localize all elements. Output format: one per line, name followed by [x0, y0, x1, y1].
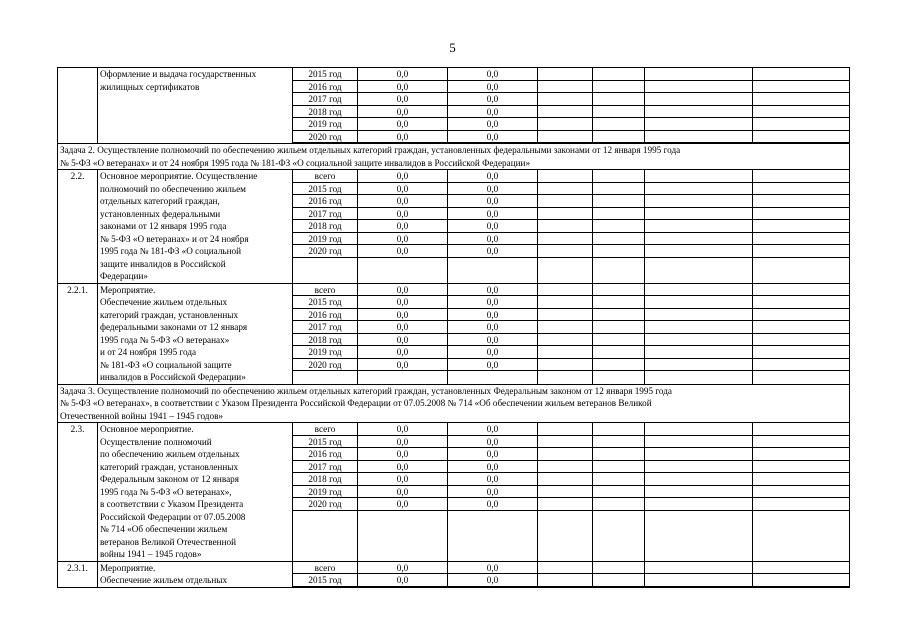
empty-subcell	[753, 461, 849, 474]
value-cell: 0,0	[448, 170, 537, 183]
empty-cell	[645, 68, 753, 144]
value-column	[448, 170, 538, 284]
empty-subcell	[538, 68, 592, 81]
empty-subcell	[645, 81, 752, 94]
value-column	[448, 68, 538, 144]
year-column	[293, 170, 358, 284]
year-label: 2018 год	[293, 106, 357, 119]
year-column	[293, 68, 358, 144]
year-label: всего	[293, 562, 357, 575]
measure-name-line: в соответствии с Указом Президента	[100, 499, 244, 509]
value-cell: 0,0	[448, 93, 537, 106]
empty-subcell	[645, 346, 752, 359]
empty-subcell	[593, 183, 644, 196]
value-column	[358, 561, 448, 587]
empty-cell	[538, 170, 593, 284]
year-label: 2015 год	[293, 436, 357, 449]
task-heading-line: Задача 3. Осуществление полномочий по обеспечению жильем отдельных категорий граждан, установленных Федеральным законом от 12 января 1995 года	[60, 385, 673, 396]
value-cell: 0,0	[358, 93, 447, 106]
empty-subcell	[645, 131, 752, 144]
value-cell: 0,0	[358, 498, 447, 511]
row-number: 2.3.1.	[58, 561, 98, 587]
value-cell: 0,0	[448, 68, 537, 81]
year-label: 2015 год	[293, 68, 357, 81]
empty-subcell	[645, 436, 752, 449]
year-label: 2015 год	[293, 296, 357, 309]
empty-subcell	[538, 574, 592, 587]
value-cell: 0,0	[358, 195, 447, 208]
value-cell: 0,0	[448, 81, 537, 94]
measure-name-line: № 5-ФЗ «О ветеранах» и от 24 ноября	[100, 233, 249, 244]
value-cell: 0,0	[448, 106, 537, 119]
year-label: 2019 год	[293, 233, 357, 246]
empty-subcell	[538, 359, 592, 372]
empty-subcell	[538, 233, 592, 246]
measure-name-line: законами от 12 января 1995 года	[100, 221, 227, 231]
empty-cell	[645, 423, 753, 562]
empty-subcell	[593, 486, 644, 499]
empty-subcell	[753, 208, 849, 221]
empty-subcell	[538, 334, 592, 347]
empty-subcell	[753, 574, 849, 587]
measure-name-line: жилищных сертификатов	[100, 81, 200, 92]
empty-subcell	[645, 284, 752, 297]
value-cell: 0,0	[358, 183, 447, 196]
empty-subcell	[753, 68, 849, 81]
value-cell: 0,0	[358, 436, 447, 449]
empty-subcell	[753, 106, 849, 119]
table-row	[58, 283, 850, 384]
empty-subcell	[593, 309, 644, 322]
task-heading	[58, 384, 850, 423]
empty-subcell	[753, 321, 849, 334]
year-column	[293, 561, 358, 587]
empty-subcell	[538, 423, 592, 436]
empty-subcell	[538, 106, 592, 119]
value-cell: 0,0	[448, 359, 537, 372]
empty-cell	[645, 561, 753, 587]
value-cell: 0,0	[358, 118, 447, 131]
year-label: 2020 год	[293, 359, 357, 372]
year-column	[293, 423, 358, 562]
table-row	[58, 561, 850, 587]
measure-name	[98, 170, 293, 284]
empty-subcell	[753, 346, 849, 359]
empty-subcell	[645, 170, 752, 183]
empty-subcell	[538, 562, 592, 575]
empty-subcell	[538, 183, 592, 196]
value-cell: 0,0	[448, 461, 537, 474]
year-label: 2016 год	[293, 448, 357, 461]
value-cell: 0,0	[448, 574, 537, 587]
measure-name-line: Российской Федерации от 07.05.2008	[100, 511, 246, 522]
empty-cell	[593, 561, 645, 587]
empty-subcell	[593, 68, 644, 81]
value-column	[358, 170, 448, 284]
measure-name-line: 1995 года № 5-ФЗ «О ветеранах»	[100, 334, 230, 345]
measure-name	[98, 283, 293, 384]
year-label: 2020 год	[293, 131, 357, 144]
empty-cell	[538, 68, 593, 144]
measure-name-line: ветеранов Великой Отечественной	[100, 536, 237, 547]
empty-subcell	[645, 93, 752, 106]
year-label: 2019 год	[293, 346, 357, 359]
empty-subcell	[538, 448, 592, 461]
row-number: 2.2.	[58, 170, 98, 284]
empty-cell	[753, 283, 850, 384]
empty-cell	[753, 68, 850, 144]
empty-subcell	[593, 195, 644, 208]
value-cell: 0,0	[358, 245, 447, 258]
value-cell: 0,0	[448, 448, 537, 461]
value-cell: 0,0	[358, 334, 447, 347]
value-cell: 0,0	[448, 436, 537, 449]
empty-subcell	[645, 562, 752, 575]
empty-subcell	[538, 284, 592, 297]
empty-subcell	[538, 436, 592, 449]
measure-name-line: федеральными законами от 12 января	[100, 322, 248, 332]
empty-cell	[538, 561, 593, 587]
value-cell: 0,0	[448, 334, 537, 347]
empty-subcell	[538, 321, 592, 334]
value-cell: 0,0	[448, 233, 537, 246]
year-label: 2020 год	[293, 245, 357, 258]
table-row	[58, 68, 850, 144]
empty-subcell	[538, 81, 592, 94]
empty-subcell	[753, 359, 849, 372]
measure-name-line: Оформление и выдача государственных	[100, 69, 257, 79]
empty-subcell	[645, 106, 752, 119]
empty-subcell	[538, 93, 592, 106]
empty-subcell	[753, 131, 849, 144]
measure-name-line: защите инвалидов в Российской	[100, 258, 226, 269]
value-column	[448, 423, 538, 562]
empty-subcell	[753, 423, 849, 436]
program-table	[57, 67, 850, 588]
year-label: 2020 год	[293, 498, 357, 511]
empty-subcell	[753, 486, 849, 499]
measure-name-line: инвалидов в Российской Федерации»	[100, 372, 246, 382]
task-row	[58, 384, 850, 423]
year-label: 2016 год	[293, 309, 357, 322]
year-label: 2017 год	[293, 208, 357, 221]
table-row	[58, 170, 850, 284]
empty-subcell	[753, 436, 849, 449]
empty-subcell	[645, 220, 752, 233]
empty-subcell	[645, 461, 752, 474]
value-cell: 0,0	[358, 220, 447, 233]
year-label: 2016 год	[293, 195, 357, 208]
value-cell: 0,0	[358, 81, 447, 94]
empty-subcell	[593, 574, 644, 587]
year-label: 2018 год	[293, 334, 357, 347]
measure-name	[98, 68, 293, 144]
measure-name-line: Осуществление полномочий	[100, 436, 212, 447]
empty-subcell	[538, 461, 592, 474]
empty-subcell	[753, 118, 849, 131]
empty-subcell	[753, 81, 849, 94]
empty-subcell	[593, 118, 644, 131]
empty-subcell	[645, 321, 752, 334]
value-column	[448, 561, 538, 587]
empty-subcell	[593, 423, 644, 436]
value-cell: 0,0	[358, 473, 447, 486]
empty-subcell	[753, 195, 849, 208]
empty-subcell	[753, 334, 849, 347]
empty-subcell	[538, 346, 592, 359]
empty-subcell	[538, 296, 592, 309]
measure-name-line: Мероприятие.	[100, 562, 156, 573]
year-label: 2019 год	[293, 118, 357, 131]
empty-subcell	[593, 93, 644, 106]
value-cell: 0,0	[358, 233, 447, 246]
value-cell: 0,0	[358, 574, 447, 587]
value-cell: 0,0	[358, 68, 447, 81]
empty-subcell	[593, 106, 644, 119]
empty-subcell	[753, 170, 849, 183]
empty-subcell	[593, 562, 644, 575]
value-cell: 0,0	[448, 309, 537, 322]
row-number: 2.2.1.	[58, 283, 98, 384]
measure-name-line: Обеспечение жильем отдельных	[100, 575, 228, 585]
empty-subcell	[753, 448, 849, 461]
empty-subcell	[593, 473, 644, 486]
value-column	[448, 283, 538, 384]
empty-subcell	[753, 562, 849, 575]
empty-subcell	[645, 68, 752, 81]
value-cell: 0,0	[448, 195, 537, 208]
task-heading	[58, 144, 850, 170]
empty-cell	[593, 68, 645, 144]
empty-cell	[593, 170, 645, 284]
measure-name-line: отдельных категорий граждан,	[100, 196, 220, 206]
empty-subcell	[593, 448, 644, 461]
empty-subcell	[753, 498, 849, 511]
empty-cell	[753, 423, 850, 562]
value-cell: 0,0	[448, 118, 537, 131]
value-cell: 0,0	[358, 296, 447, 309]
value-cell: 0,0	[448, 473, 537, 486]
value-cell: 0,0	[448, 486, 537, 499]
empty-subcell	[538, 220, 592, 233]
empty-subcell	[753, 309, 849, 322]
measure-name-line: полномочий по обеспечению жильем	[100, 183, 246, 194]
empty-subcell	[753, 233, 849, 246]
value-cell: 0,0	[358, 284, 447, 297]
value-cell: 0,0	[358, 461, 447, 474]
measure-name	[98, 423, 293, 562]
measure-name	[98, 561, 293, 587]
value-cell: 0,0	[358, 486, 447, 499]
empty-subcell	[538, 131, 592, 144]
empty-subcell	[593, 233, 644, 246]
empty-subcell	[593, 359, 644, 372]
year-column	[293, 283, 358, 384]
empty-cell	[593, 423, 645, 562]
year-label: 2019 год	[293, 486, 357, 499]
empty-subcell	[593, 220, 644, 233]
empty-subcell	[538, 473, 592, 486]
value-cell: 0,0	[448, 131, 537, 144]
empty-subcell	[645, 296, 752, 309]
task-heading-line: Задача 2. Осуществление полномочий по обеспечению жильем отдельных категорий граждан, установленных федеральными законами от 12 января 1995 года	[60, 145, 681, 155]
empty-subcell	[593, 170, 644, 183]
measure-name-line: установленных федеральными	[100, 208, 221, 219]
empty-subcell	[645, 208, 752, 221]
value-cell: 0,0	[448, 284, 537, 297]
empty-subcell	[645, 118, 752, 131]
empty-subcell	[645, 359, 752, 372]
value-cell: 0,0	[448, 562, 537, 575]
value-cell: 0,0	[358, 448, 447, 461]
empty-subcell	[593, 461, 644, 474]
value-cell: 0,0	[448, 321, 537, 334]
measure-name-line: 1995 года № 5-ФЗ «О ветеранах»,	[100, 486, 232, 497]
measure-name-line: Федеральным законом от 12 января	[100, 474, 239, 484]
row-number: 2.3.	[58, 423, 98, 562]
empty-subcell	[645, 183, 752, 196]
value-cell: 0,0	[358, 346, 447, 359]
measure-name-line: Обеспечение жильем отдельных	[100, 297, 228, 307]
empty-subcell	[753, 220, 849, 233]
measure-name-line: 1995 года № 181-ФЗ «О социальной	[100, 246, 242, 256]
empty-subcell	[538, 309, 592, 322]
empty-subcell	[645, 423, 752, 436]
empty-subcell	[593, 436, 644, 449]
task-heading-line: № 5-ФЗ «О ветеранах» и от 24 ноября 1995 года № 181-ФЗ «О социальной защите инвалидов в Российской Федерации»	[60, 157, 531, 168]
value-cell: 0,0	[358, 208, 447, 221]
value-cell: 0,0	[448, 296, 537, 309]
row-number	[58, 68, 98, 144]
value-cell: 0,0	[358, 131, 447, 144]
empty-subcell	[645, 498, 752, 511]
value-cell: 0,0	[448, 346, 537, 359]
value-cell: 0,0	[448, 208, 537, 221]
value-cell: 0,0	[448, 423, 537, 436]
empty-subcell	[645, 195, 752, 208]
value-cell: 0,0	[358, 359, 447, 372]
empty-cell	[753, 561, 850, 587]
year-label: всего	[293, 423, 357, 436]
empty-subcell	[753, 245, 849, 258]
empty-subcell	[645, 486, 752, 499]
measure-name-line: Основное мероприятие.	[100, 424, 194, 434]
measure-name-line: № 714 «Об обеспечении жильем	[100, 524, 228, 534]
empty-cell	[645, 283, 753, 384]
task-heading-line: Отечественной войны 1941 – 1945 годов»	[60, 410, 223, 421]
year-label: 2017 год	[293, 93, 357, 106]
year-label: 2015 год	[293, 574, 357, 587]
year-label: всего	[293, 284, 357, 297]
empty-subcell	[593, 245, 644, 258]
table-body	[58, 68, 850, 588]
year-label: 2017 год	[293, 461, 357, 474]
measure-name-line: войны 1941 – 1945 годов»	[100, 549, 202, 559]
empty-subcell	[645, 334, 752, 347]
year-label: 2018 год	[293, 473, 357, 486]
measure-name-line: категорий граждан, установленных	[100, 461, 239, 472]
empty-subcell	[753, 183, 849, 196]
empty-subcell	[753, 296, 849, 309]
empty-subcell	[593, 284, 644, 297]
value-cell: 0,0	[358, 321, 447, 334]
value-cell: 0,0	[358, 170, 447, 183]
empty-subcell	[645, 309, 752, 322]
empty-subcell	[645, 448, 752, 461]
empty-cell	[753, 170, 850, 284]
value-column	[358, 423, 448, 562]
empty-cell	[645, 170, 753, 284]
year-label: всего	[293, 170, 357, 183]
empty-subcell	[593, 208, 644, 221]
empty-subcell	[753, 93, 849, 106]
measure-name-line: Федерации»	[100, 271, 148, 281]
empty-subcell	[593, 296, 644, 309]
measure-name-line: Мероприятие.	[100, 284, 156, 295]
empty-subcell	[593, 346, 644, 359]
empty-cell	[538, 423, 593, 562]
year-label: 2016 год	[293, 81, 357, 94]
value-cell: 0,0	[448, 498, 537, 511]
measure-name-line: и от 24 ноября 1995 года	[100, 347, 197, 357]
empty-subcell	[593, 498, 644, 511]
empty-subcell	[538, 170, 592, 183]
table-row	[58, 423, 850, 562]
value-column	[358, 283, 448, 384]
page-number: 5	[449, 40, 456, 55]
value-cell: 0,0	[448, 245, 537, 258]
measure-name-line: № 181-ФЗ «О социальной защите	[100, 359, 232, 370]
empty-subcell	[593, 334, 644, 347]
year-label: 2015 год	[293, 183, 357, 196]
value-column	[358, 68, 448, 144]
empty-subcell	[645, 473, 752, 486]
empty-subcell	[645, 574, 752, 587]
task-row	[58, 144, 850, 170]
empty-subcell	[753, 284, 849, 297]
value-cell: 0,0	[358, 106, 447, 119]
value-cell: 0,0	[448, 220, 537, 233]
value-cell: 0,0	[358, 423, 447, 436]
year-label: 2018 год	[293, 220, 357, 233]
value-cell: 0,0	[358, 309, 447, 322]
empty-subcell	[538, 498, 592, 511]
empty-subcell	[538, 195, 592, 208]
task-heading-line: № 5-ФЗ «О ветеранах», в соответствии с Указом Президента Российской Федерации от 07.05.2008 № 714 «Об обеспечении жильем ветеранов Великой	[60, 398, 652, 408]
empty-subcell	[593, 321, 644, 334]
value-cell: 0,0	[358, 562, 447, 575]
measure-name-line: Основное мероприятие. Осуществление	[100, 171, 258, 181]
empty-subcell	[645, 233, 752, 246]
empty-cell	[538, 283, 593, 384]
empty-subcell	[593, 81, 644, 94]
empty-subcell	[593, 131, 644, 144]
empty-subcell	[538, 245, 592, 258]
empty-cell	[593, 283, 645, 384]
measure-name-line: по обеспечению жильем отдельных	[100, 449, 240, 459]
empty-subcell	[538, 118, 592, 131]
empty-subcell	[753, 473, 849, 486]
year-label: 2017 год	[293, 321, 357, 334]
empty-subcell	[645, 245, 752, 258]
empty-subcell	[538, 486, 592, 499]
empty-subcell	[538, 208, 592, 221]
value-cell: 0,0	[448, 183, 537, 196]
measure-name-line: категорий граждан, установленных	[100, 309, 239, 320]
